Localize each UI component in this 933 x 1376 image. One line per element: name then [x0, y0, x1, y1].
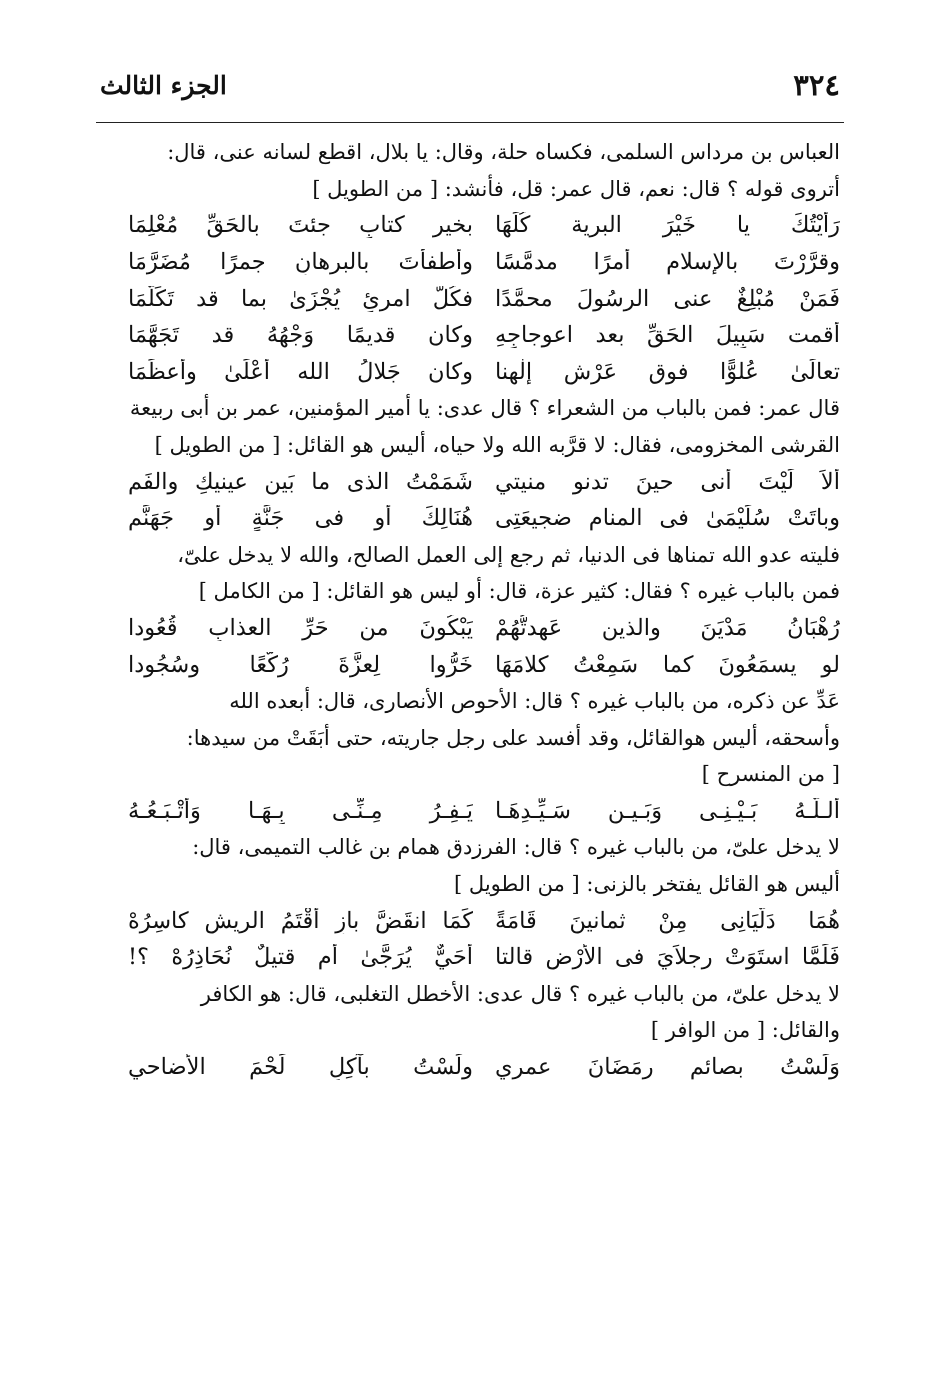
verse-line: [100, 646, 840, 683]
verse-second-hemistich: شَمَمْتُ الذى ما بَين عينيكِ والفَمِ: [128, 468, 473, 495]
verse-line: [100, 610, 840, 647]
verse-second-hemistich: يَـفِـرُ مِـنِّـى بِـهَـا وَأَتْـبَـعُـهُ: [128, 797, 473, 824]
prose-line: أتروى قوله ؟ قال: نعم، قال عمر: قل، فأنشد: [ من الطويل ]: [312, 176, 840, 201]
verse-second-hemistich: يَبْكُونَ من حَرِّ العذابِ قُعُودا: [128, 615, 473, 642]
verse-first-hemistich: رَأَيْتُكَ يا خَيْرَ البرية كُلِّهَا: [495, 212, 840, 239]
verse-first-hemistich: فَمَنْ مُبْلِغٌ عنى الرسُولَ محمَّدًا: [495, 285, 840, 312]
prose-line: العباس بن مرداس السلمى، فكساه حلة، وقال: يا بلال، اقطع لسانه عنى، قال:: [167, 140, 840, 164]
verse-first-hemistich: تعالَىٰ عُلوًّا فوق عَرْشِ إلٰهنا: [495, 358, 840, 385]
verse-first-hemistich: رُهْبَانُ مَدْيَنَ والذين عَهِدتُّهُمْ: [495, 615, 840, 642]
header-rule: [96, 122, 844, 123]
verse-first-hemistich: وَلَسْتُ بصائمٍ رمَضَانَ عمري: [495, 1054, 840, 1081]
prose-line: والقائل: [ من الوافر ]: [650, 1018, 840, 1043]
verse-line: [100, 207, 840, 244]
prose-line: [ من المنسرح ]: [701, 762, 840, 787]
prose-line: فليته عدو الله تمناها فى الدنيا، ثم رجع إلى العمل الصالح، والله لا يدخل علىّ،: [177, 542, 840, 567]
verse-line: [100, 354, 840, 391]
verse-first-hemistich: أقمت سَبِيلَ الحَقِّ بعد اعوجاجِهِ: [495, 322, 840, 349]
verse-first-hemistich: فَلَمَّا استَوَتْ رِجلاَيَ فى الأرْضِ قالتا: [495, 944, 840, 971]
page-number: ٣٢٤: [793, 68, 840, 102]
verse-second-hemistich: وأطفأْتَ بالبرهانِ جمرًا مُضَرَّمَا: [128, 249, 473, 276]
verse-second-hemistich: ولَسْتُ بآكِلٍ لَحْمَ الأضاحي: [128, 1054, 473, 1081]
verse-second-hemistich: وكان جَلالُ الله أعْلَىٰ وأعظَمَا: [128, 358, 473, 385]
verse-line: [100, 317, 840, 354]
verse-line: [100, 1049, 840, 1086]
verse-line: [100, 244, 840, 281]
verse-second-hemistich: كَمَا انقَضَّ بازٍ أقْتَمُ الريشِ كاسِرُهْ: [128, 907, 473, 934]
prose-line: عَدِّ عن ذكره، من بالباب غيره ؟ قال: الأحوص الأنصارى، قال: أبعده الله: [229, 688, 840, 713]
verse-first-hemistich: وباتَتْ سُلَيْمَىٰ فى المنام ضجيعَتِى: [495, 505, 840, 532]
verse-line: [100, 500, 840, 537]
prose-line: وأسحقه، أليس هوالقائل، وقد أفسد على رجل جاريته، حتى أبَقَتْ من سيدها:: [186, 725, 840, 750]
page-body: [100, 134, 840, 1085]
verse-first-hemistich: هُمَا دَلَّيَانِى مِنْ ثمانينَ قَامَةً: [495, 907, 840, 934]
verse-second-hemistich: خَرُّوا لِعزَّةَ رُكَّعًا وسُجُودا: [128, 651, 473, 678]
verse-second-hemistich: وكان قديمًا وَجْهُهُ قد تَجَهَّمَا: [128, 322, 473, 349]
verse-first-hemistich: ألاَ لَيْتَ أنى حينَ تدنو منيتي: [495, 468, 840, 495]
prose-line: فمن بالباب غيره ؟ فقال: كثير عزة، قال: أو ليس هو القائل: [ من الكامل ]: [198, 579, 840, 604]
prose-line: أليس هو القائل يفتخر بالزنى: [ من الطويل ]: [454, 871, 840, 896]
verse-first-hemistich: ألـلَّـهُ بَـيْـنِـى وَبَـيـن سَـيِّـدِهَـا: [495, 797, 840, 824]
prose-line: قال عمر: فمن بالباب من الشعراء ؟ قال عدى: يا أمير المؤمنين، عمر بن أبى ربيعة: [129, 396, 840, 421]
page-header: [100, 60, 840, 110]
verse-line: [100, 280, 840, 317]
verse-second-hemistich: هُنَالِكَ أو فى جَنَّةٍ أو جَهَنَّمِ: [128, 505, 473, 532]
verse-first-hemistich: لو يسمَعُونَ كما سَمِعْتُ كلامَهَا: [495, 651, 840, 678]
verse-line: [100, 939, 840, 976]
verse-first-hemistich: وقرَّرْتَ بالإسلام أمرًا مدمَّسًا: [495, 249, 840, 276]
verse-line: [100, 463, 840, 500]
verse-second-hemistich: أحَيٌّ يُرَجَّىٰ أم قتيلٌ نُحَاذِرُهْ ؟!: [128, 944, 473, 971]
verse-second-hemistich: فكُلُّ امرئٍ يُجْزَىٰ بما قد تَكَلَّمَا: [128, 285, 473, 312]
verse-line: [100, 902, 840, 939]
prose-line: لا يدخل علىّ، من بالباب غيره ؟ قال: الفرزدق همام بن غالب التميمى، قال:: [192, 835, 840, 860]
verse-second-hemistich: بخيرِ كتابٍ جئتَ بالحَقِّ مُعْلِمَا: [128, 212, 473, 239]
prose-line: القرشى المخزومى، فقال: لا قرَّبه الله ولا حياه، أليس هو القائل: [ من الطويل ]: [154, 432, 840, 457]
prose-line: لا يدخل علىّ، من بالباب غيره ؟ قال عدى: الأخطل التغلبى، قال: هو الكافر: [200, 981, 840, 1006]
volume-title: الجزء الثالث: [100, 70, 227, 100]
verse-line: [100, 793, 840, 830]
